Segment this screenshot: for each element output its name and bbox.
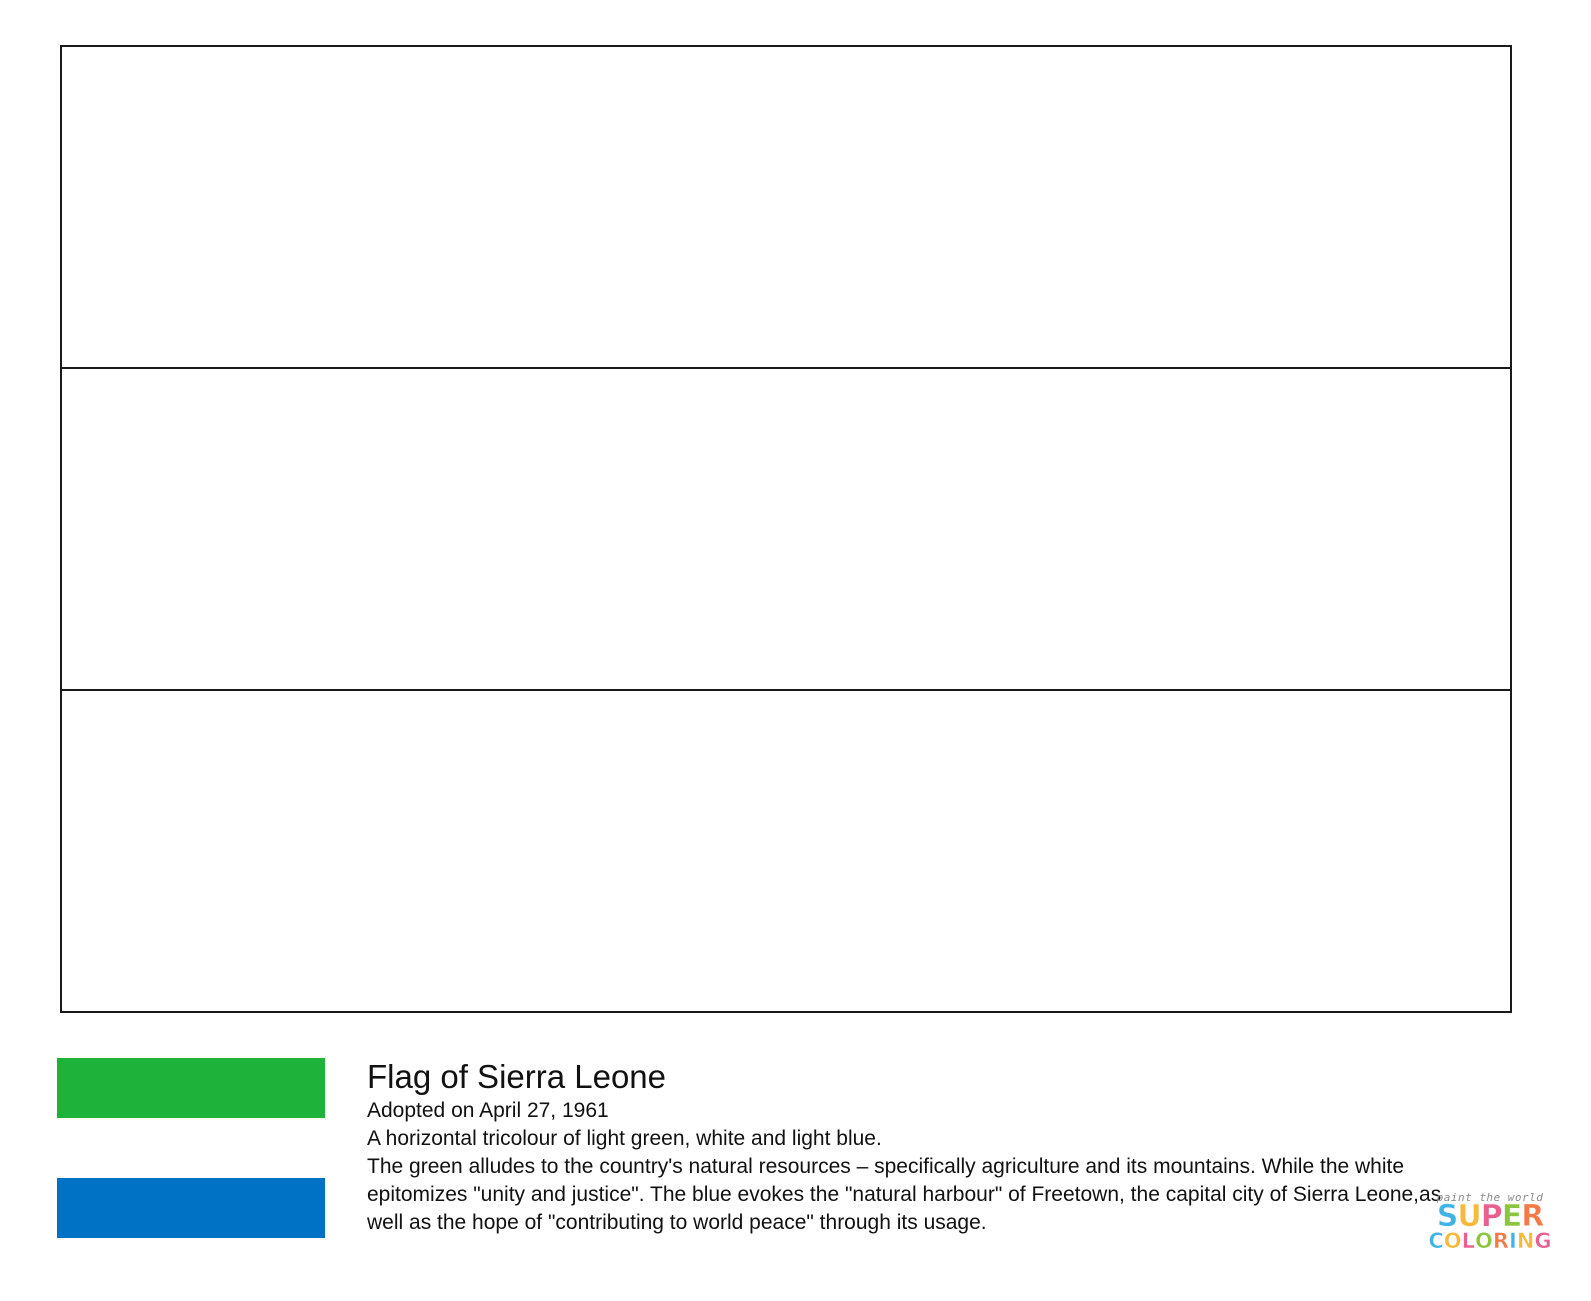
flag-summary: A horizontal tricolour of light green, white and light blue.: [367, 1127, 882, 1150]
flag-info: [367, 1057, 1477, 1237]
logo-letter: O: [1443, 1229, 1462, 1253]
logo-letter: S: [1436, 1199, 1458, 1234]
logo-letter: O: [1474, 1229, 1493, 1253]
logo-letter: C: [1428, 1229, 1444, 1253]
logo-tagline: paint the world: [1436, 1191, 1544, 1204]
super-coloring-logo: [1428, 1192, 1552, 1264]
flag-outline: [60, 45, 1512, 1013]
color-swatch-white: [57, 1118, 325, 1178]
logo-letter: N: [1516, 1229, 1535, 1253]
adopted-date: Adopted on April 27, 1961: [367, 1099, 609, 1122]
logo-word-super: [1428, 1199, 1552, 1234]
flag-stripe-middle[interactable]: [62, 369, 1510, 691]
logo-letter: I: [1509, 1229, 1517, 1253]
logo-letter: U: [1457, 1199, 1481, 1234]
color-swatch-blue: [57, 1178, 325, 1238]
logo-letter: L: [1461, 1229, 1475, 1253]
color-swatch-green: [57, 1058, 325, 1118]
flag-description: The green alludes to the country's natural resources – specifically agriculture and its mountains. While the white epitomizes "unity and justice". The blue evokes the "natural harbour" of Freetown, the capital city of Sierra Leone,as well as the hope of "contributing to world peace" through its usage.: [367, 1155, 1442, 1234]
flag-title: Flag of Sierra Leone: [367, 1058, 667, 1095]
logo-letter: R: [1521, 1199, 1544, 1234]
logo-letter: G: [1534, 1229, 1552, 1253]
flag-stripe-top[interactable]: [62, 47, 1510, 369]
logo-letter: E: [1501, 1199, 1522, 1234]
logo-word-coloring: [1428, 1230, 1552, 1252]
flag-stripe-bottom[interactable]: [62, 691, 1510, 1011]
logo-letter: R: [1492, 1229, 1510, 1253]
logo-letter: P: [1480, 1199, 1502, 1234]
